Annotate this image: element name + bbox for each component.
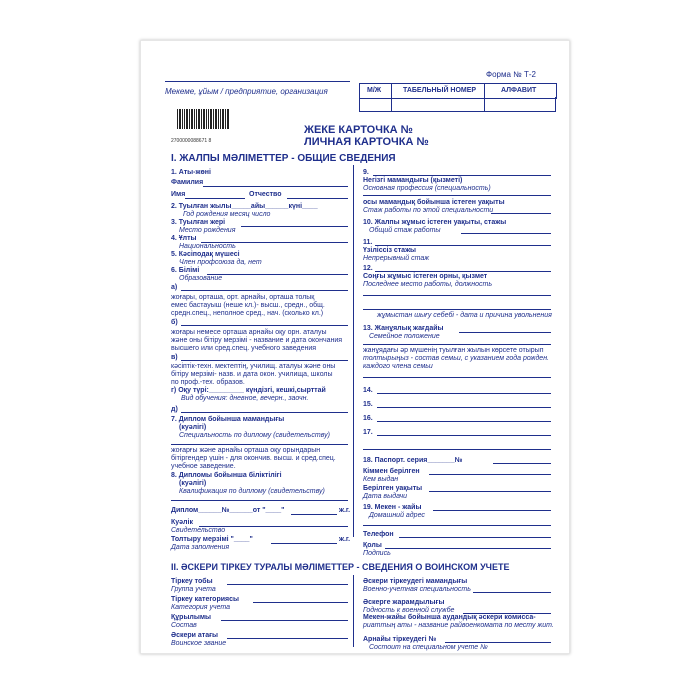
field-nationality-label: 4. Ұлты xyxy=(171,235,197,242)
field-patronymic-label: Отчество xyxy=(249,191,282,198)
spec-stage-label: осы мамандық бойынша істеген уақыты xyxy=(363,199,505,206)
personal-card-form xyxy=(140,40,570,654)
field-education-ru: Образование xyxy=(179,275,223,282)
commissariat-ru: риаттың аты - название райвоенкомата по месту жит. xyxy=(363,622,554,629)
continuous-stage-label: Үзіліссіз стажы xyxy=(363,247,417,254)
edu-form-ru: Вид обучения: дневное, вечерн., заочн. xyxy=(181,395,309,402)
military-rank-line[interactable] xyxy=(227,638,348,639)
edu-d-line[interactable] xyxy=(181,412,348,413)
total-stage-label: 10. Жалпы жұмыс істеген уақыты, стажы xyxy=(363,219,507,226)
field-nationality-ru: Национальность xyxy=(179,243,236,250)
surname-line[interactable] xyxy=(203,186,348,187)
fill-date-line[interactable] xyxy=(271,543,337,544)
military-category-label: Тіркеу категориясы xyxy=(171,596,239,603)
diploma-number-label: Диплом______№______от "____" xyxy=(171,507,285,514)
tabel-divider xyxy=(555,97,556,111)
row17-line[interactable] xyxy=(377,435,551,436)
diploma-note2: бітіргендер үшін - для окончив. высш. и сред.спец. xyxy=(171,455,336,462)
field-surname-label: Фамилия xyxy=(171,179,204,186)
spec-stage-ru: Стаж работы по этой специальности xyxy=(363,207,494,214)
field12-number: 12. xyxy=(363,265,373,272)
main-profession-ru: Основная профессия (специальность) xyxy=(363,185,491,192)
issued-by-line[interactable] xyxy=(429,474,551,475)
signature-line[interactable] xyxy=(385,548,551,549)
last-work-ru: Последнее место работы, должность xyxy=(363,281,493,288)
edu-a-label: а) xyxy=(171,284,178,291)
diploma-spec-line[interactable] xyxy=(171,444,348,445)
family-line2[interactable] xyxy=(363,377,551,378)
field11-number: 11. xyxy=(363,239,373,246)
total-stage-ru: Общий стаж работы xyxy=(369,227,441,234)
edu-v-label: в) xyxy=(171,354,178,361)
military-composition-ru: Состав xyxy=(171,622,197,629)
org-label: Мекеме, ұйым / предприятие, организация xyxy=(165,87,328,96)
field11-line[interactable] xyxy=(375,245,551,246)
fill-date-label: Толтыру мерзімі "____" xyxy=(171,536,253,543)
edu-b-text3: высшего или сред.спец. учебного заведения xyxy=(171,345,317,352)
barcode-image xyxy=(177,109,229,135)
main-profession-line[interactable] xyxy=(363,195,551,196)
family-note1: жанұядағы әр мүшенің туылған жылын көрсете отырып xyxy=(363,347,544,354)
section2-heading: II. ӘСКЕРИ ТІРКЕУ ТУРАЛЫ МӘЛІМЕТТЕР - СВЕДЕНИЯ О ВОИНСКОМ УЧЕТЕ xyxy=(171,562,510,572)
military-rank-ru: Воинское звание xyxy=(171,640,227,647)
field-union-label: 5. Кәсіподақ мүшесі xyxy=(171,251,240,258)
fill-date-ru: Дата заполнения xyxy=(171,544,230,551)
address-line[interactable] xyxy=(433,510,551,511)
address-label: 19. Мекен - жайы xyxy=(363,504,422,511)
phone-line[interactable] xyxy=(399,537,551,538)
tabel-divider xyxy=(484,83,485,111)
issue-date-ru: Дата выдачи xyxy=(363,493,408,500)
military-category-ru: Категория учета xyxy=(171,604,231,611)
tabel-divider xyxy=(391,83,392,111)
edu-a-text1: жоғары, орташа, орт. арнайы, орташа толық xyxy=(171,294,315,301)
field-name-label: 1. Аты-жөні xyxy=(171,169,211,176)
tabel-col-number: ТАБЕЛЬНЫЙ НОМЕР xyxy=(403,87,477,94)
diploma-date-line[interactable] xyxy=(291,514,337,515)
edu-v-text1: кәсіптік-техн. мектептің, училищ. аталуы және оны xyxy=(171,363,336,370)
patronymic-line[interactable] xyxy=(287,198,348,199)
signature-ru: Подпись xyxy=(363,550,391,557)
field-qualification-ru: Квалификация по диплому (свидетельству) xyxy=(179,488,325,495)
military-group-line[interactable] xyxy=(227,584,348,585)
family-note2: толтырыңыз - состав семьи, с указанием года рожден. xyxy=(363,355,549,362)
edu-d-label: д) xyxy=(171,406,178,413)
edu-v-text2: бітіру мерзімі- назв. и дата окон. училища, школы xyxy=(171,371,333,378)
barcode-digits: 2700000088671 8 xyxy=(171,138,212,144)
family-status-label: 13. Жанұялық жағдайы xyxy=(363,325,444,332)
last-work-line1[interactable] xyxy=(363,295,551,296)
issue-date-line[interactable] xyxy=(429,491,551,492)
firstname-line[interactable] xyxy=(185,198,245,199)
field-diploma-spec-label: 7. Диплом бойынша мамандығы xyxy=(171,416,285,423)
phone-label: Телефон xyxy=(363,531,394,538)
dismissal-reason-label: жұмыстан шығу себебі - дата и причина увольнения xyxy=(377,312,552,319)
row15-line[interactable] xyxy=(377,407,551,408)
passport-label: 18. Паспорт. серия_______№ xyxy=(363,457,463,464)
last-work-line2[interactable] xyxy=(363,309,551,310)
edu-a-line[interactable] xyxy=(181,290,348,291)
diploma-note1: жоғарғы және арнайы орташа оқу орындарын xyxy=(171,447,321,454)
row15-number: 15. xyxy=(363,401,373,408)
column-divider xyxy=(353,165,354,537)
field-birthdate-ru: Год рождения месяц число xyxy=(183,211,271,218)
birthplace-line[interactable] xyxy=(241,226,348,227)
continuous-stage-ru: Непрерывный стаж xyxy=(363,255,430,262)
passport-number-line[interactable] xyxy=(493,463,551,464)
form-number: Форма № Т-2 xyxy=(486,70,536,79)
military-composition-line[interactable] xyxy=(221,620,348,621)
edu-b-text1: жоғары немесе орташа арнайы оқу орн. аталуы xyxy=(171,329,327,336)
edu-form-label: г) Оқу түрі:_________ күндізгі, кешкі,сырттай xyxy=(171,387,326,394)
diploma-year-label: ж.г. xyxy=(339,507,351,514)
edu-b-label: б) xyxy=(171,319,178,326)
qualification-line[interactable] xyxy=(171,500,348,501)
military-group-ru: Группа учета xyxy=(171,586,216,593)
fitness-label: Әскерге жарамдылығы xyxy=(363,599,445,606)
spec-stage-line[interactable] xyxy=(491,213,551,214)
military-rank-label: Әскери атағы xyxy=(171,632,219,639)
edu-v-line[interactable] xyxy=(181,360,348,361)
military-specialty-line[interactable] xyxy=(473,592,551,593)
special-record-line[interactable] xyxy=(445,642,551,643)
military-group-label: Тіркеу тобы xyxy=(171,578,213,585)
field9-line[interactable] xyxy=(373,175,551,176)
address-line2[interactable] xyxy=(363,525,551,526)
family-status-ru: Семейное положение xyxy=(369,333,440,340)
row-extra-line[interactable] xyxy=(363,449,551,450)
row16-line[interactable] xyxy=(377,421,551,422)
card-title-kz: ЖЕКЕ КАРТОЧКА № xyxy=(304,124,413,136)
tabel-bottom xyxy=(359,111,556,112)
field-diploma-spec-kz: (куәлігі) xyxy=(179,424,207,431)
edu-b-line[interactable] xyxy=(181,325,348,326)
address-ru: Домашний адрес xyxy=(369,512,425,519)
signature-label: Қолы xyxy=(363,542,382,549)
field-union-ru: Член профсоюза да, нет xyxy=(179,259,262,266)
issue-date-label: Берілген уақыты xyxy=(363,485,423,492)
fill-year-label: ж.г. xyxy=(339,536,351,543)
main-profession-label: Негізгі мамандығы (қызметі) xyxy=(363,177,463,184)
field-education-label: 6. Білімі xyxy=(171,267,200,274)
section1-heading: I. ЖАЛПЫ МӘЛІМЕТТЕР - ОБЩИЕ СВЕДЕНИЯ xyxy=(171,153,396,164)
military-composition-label: Құрылымы xyxy=(171,614,212,621)
field-birthplace-ru: Место рождения xyxy=(179,227,236,234)
tabel-col-alphabet: АЛФАВИТ xyxy=(501,87,537,94)
field-diploma-spec-ru: Специальность по диплому (свидетельству) xyxy=(179,432,330,439)
section2-divider xyxy=(353,575,354,647)
field9-number: 9. xyxy=(363,169,369,176)
field-birthdate-label: 2. Туылған жылы_____айы______күні____ xyxy=(171,203,318,210)
military-specialty-label: Әскери тіркеудегі мамандығы xyxy=(363,578,468,585)
issued-by-ru: Кем выдан xyxy=(363,476,399,483)
field-qualification-kz: (куәлігі) xyxy=(179,480,207,487)
tabel-col-gender: М/Ж xyxy=(367,87,382,94)
edu-v-text3: по проф.-тех. образов. xyxy=(171,379,245,386)
military-category-line[interactable] xyxy=(253,602,348,603)
military-specialty-ru: Военно-учетная специальность xyxy=(363,586,471,593)
org-line xyxy=(165,81,350,82)
certificate-label: Куәлік xyxy=(171,519,193,526)
issued-by-label: Кіммен берілген xyxy=(363,468,420,475)
last-work-label: Соңғы жұмыс істеген орны, қызмет xyxy=(363,273,488,280)
row14-number: 14. xyxy=(363,387,373,394)
row17-number: 17. xyxy=(363,429,373,436)
family-status-line[interactable] xyxy=(459,332,551,333)
field-firstname-label: Имя xyxy=(171,191,186,198)
edu-a-text3: средн.спец., неполное сред., нач. (сколько кл.) xyxy=(171,310,324,317)
diploma-note3: учебное заведение. xyxy=(171,463,236,470)
field-birthplace-label: 3. Туылған жері xyxy=(171,219,226,226)
total-stage-line[interactable] xyxy=(461,233,551,234)
education-line[interactable] xyxy=(207,274,348,275)
special-record-ru: Состоит на специальном учете № xyxy=(369,644,488,651)
row16-number: 16. xyxy=(363,415,373,422)
fitness-ru: Годность к военной службе xyxy=(363,607,455,614)
field-qualification-label: 8. Дипломы бойынша біліктілігі xyxy=(171,472,282,479)
family-note3: каждого члена семьи xyxy=(363,363,433,370)
edu-b-text2: және оны бітіру мерзімі - название и дата окончания xyxy=(171,337,343,344)
tabel-divider xyxy=(359,97,360,111)
card-title-ru: ЛИЧНАЯ КАРТОЧКА № xyxy=(304,136,429,148)
family-line[interactable] xyxy=(363,344,551,345)
edu-a-text2: емес бастауыш (неше кл.)- высш., средн., общ. xyxy=(171,302,325,309)
commissariat-label: Мекен-жайы бойынша аудандық әскери комисса- xyxy=(363,614,536,621)
field12-line[interactable] xyxy=(375,271,551,272)
certificate-ru: Свидетельство xyxy=(171,527,226,534)
row14-line[interactable] xyxy=(377,393,551,394)
special-record-label: Арнайы тіркеудегі № xyxy=(363,636,437,643)
